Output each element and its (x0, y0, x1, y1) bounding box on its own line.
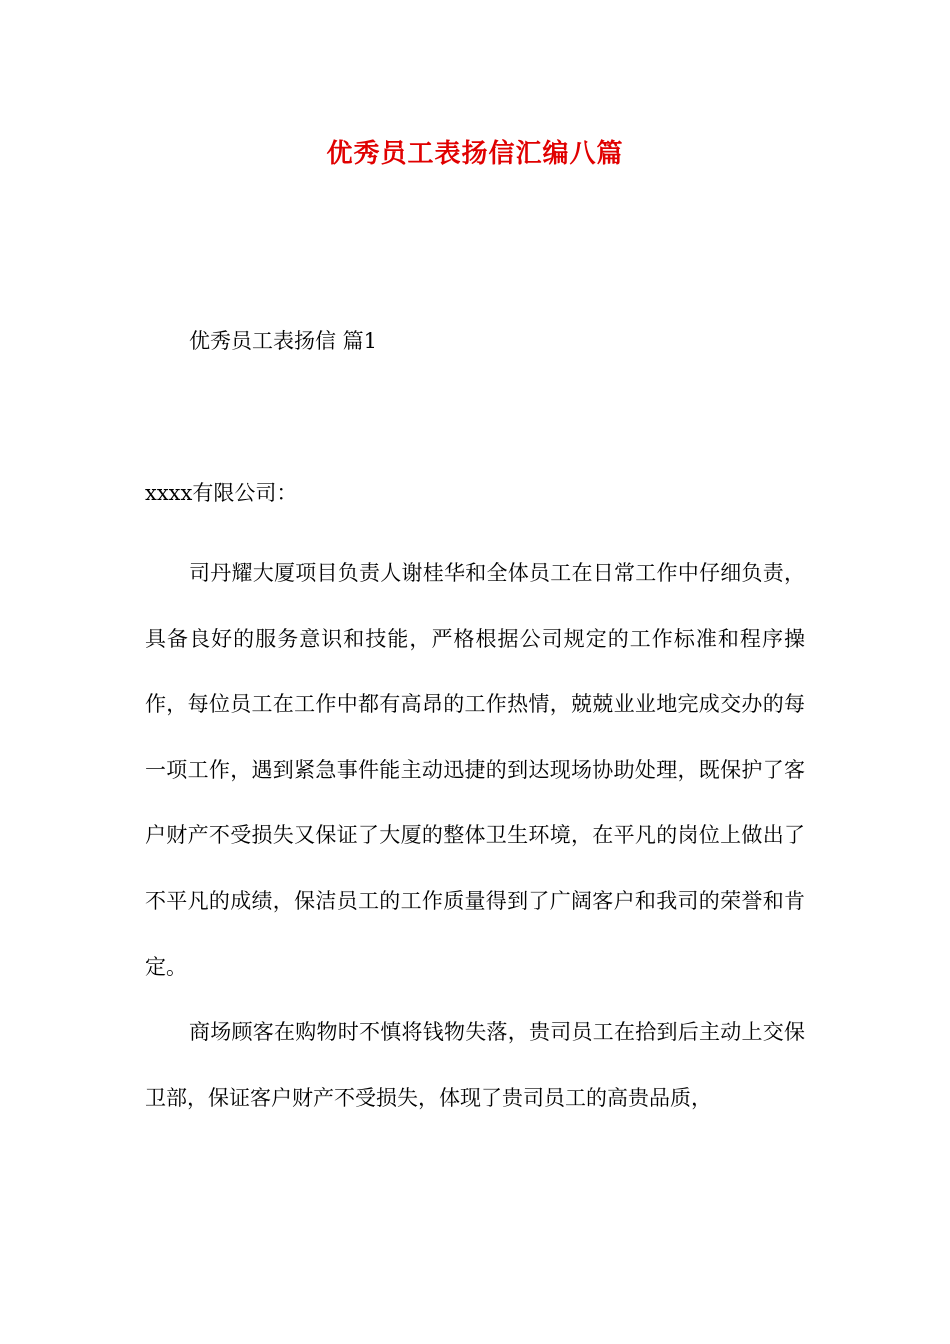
letter-salutation: xxxx有限公司： (145, 481, 298, 505)
letter-body (145, 541, 805, 1131)
section-heading: 优秀员工表扬信 篇1 (189, 329, 378, 353)
body-paragraph-2: 商场顾客在购物时不慎将钱物失落，贵司员工在拾到后主动上交保卫部，保证客户财产不受损失，体现了贵司员工的高贵品质， (145, 1020, 805, 1110)
document-title: 优秀员工表扬信汇编八篇 (326, 139, 624, 169)
body-paragraph-1: 司丹耀大厦项目负责人谢桂华和全体员工在日常工作中仔细负责，具备良好的服务意识和技能，严格根据公司规定的工作标准和程序操作，每位员工在工作中都有高昂的工作热情，兢兢业业地完成交办的每一项工作，遇到紧急事件能主动迅捷的到达现场协助处理，既保护了客户财产不受损失又保证了大厦的整体卫生环境，在平凡的岗位上做出了不平凡的成绩，保洁员工的工作质量得到了广阔客户和我司的荣誉和肯定。 (145, 561, 805, 979)
